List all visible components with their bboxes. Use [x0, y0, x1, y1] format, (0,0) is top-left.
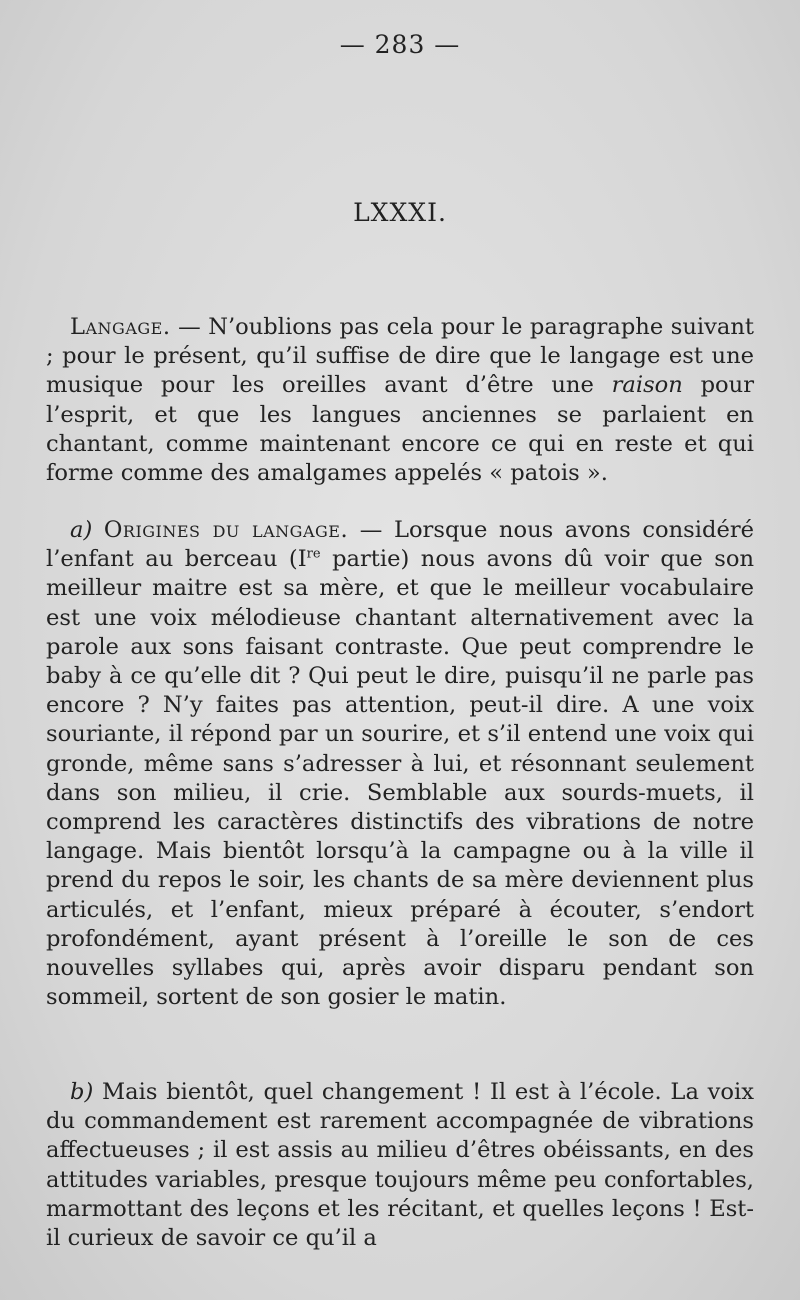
emphasized-word: raison [611, 372, 683, 399]
paragraph-langage [46, 313, 754, 488]
section-label: Langage. [70, 314, 171, 340]
item-marker: b) [70, 1079, 94, 1105]
paragraph-text: — N’oublions pas cela pour le paragraphe suivant ; pour le présent, qu’il suffise de dire que le langage est une musique pour les oreilles avant d’être une [46, 314, 754, 399]
paragraph-origines [46, 516, 754, 1012]
paragraph-text: Mais bientôt, quel changement ! Il est à l’école. La voix du commandement est rarement accompagnée de vibrations affectueuses ; il est assis au milieu d’êtres obéissants, en des attitudes variables, presque toujours même peu confortables, marmottant des leçons et les récitant, et quelles leçons ! Est-il curieux de savoir ce qu’il a [46, 1079, 754, 1252]
section-label: Origines du langage. [103, 517, 349, 543]
paragraph-text: pour l’esprit, et que les langues anciennes se parlaient en chantant, comme maintenant encore ce qui en reste et qui forme comme des amalgames appelés « patois ». [46, 372, 754, 487]
superscript: re [306, 546, 321, 562]
item-marker: a) [70, 517, 93, 543]
page-number: — 283 — [339, 30, 461, 59]
paragraph-text: partie) nous avons dû voir que son meilleur maitre est sa mère, et que le meilleur vocabulaire est une voix mélodieuse chantant alternativement avec la parole aux sons faisant contraste. Que peut comprendre le baby à ce qu’elle dit ? Qui peut le dire, puisqu’il ne parle pas encore ? N’y faites pas attention, peut-il dire. A une voix souriante, il répond par un sourire, et s’il entend une voix qui gronde, même sans s’adresser à lui, et résonnant seulement dans son milieu, il crie. Semblable aux sourds-muets, il comprend les caractères distinctifs des vibrations de notre langage. Mais bientôt lorsqu’à la campagne ou à la ville il prend du repos le soir, les chants de sa mère deviennent plus articulés, et l’enfant, mieux préparé à écouter, s’endort profondément, ayant présent à l’oreille le son de ces nouvelles syllabes qui, après avoir disparu pendant son sommeil, sortent de son gosier le matin. [46, 546, 754, 1011]
paragraph-text: — Lorsque nous avons considéré l’enfant au berceau (I [46, 517, 755, 573]
chapter-heading: LXXXI. [353, 198, 447, 227]
paragraph-ecole [46, 1078, 754, 1253]
